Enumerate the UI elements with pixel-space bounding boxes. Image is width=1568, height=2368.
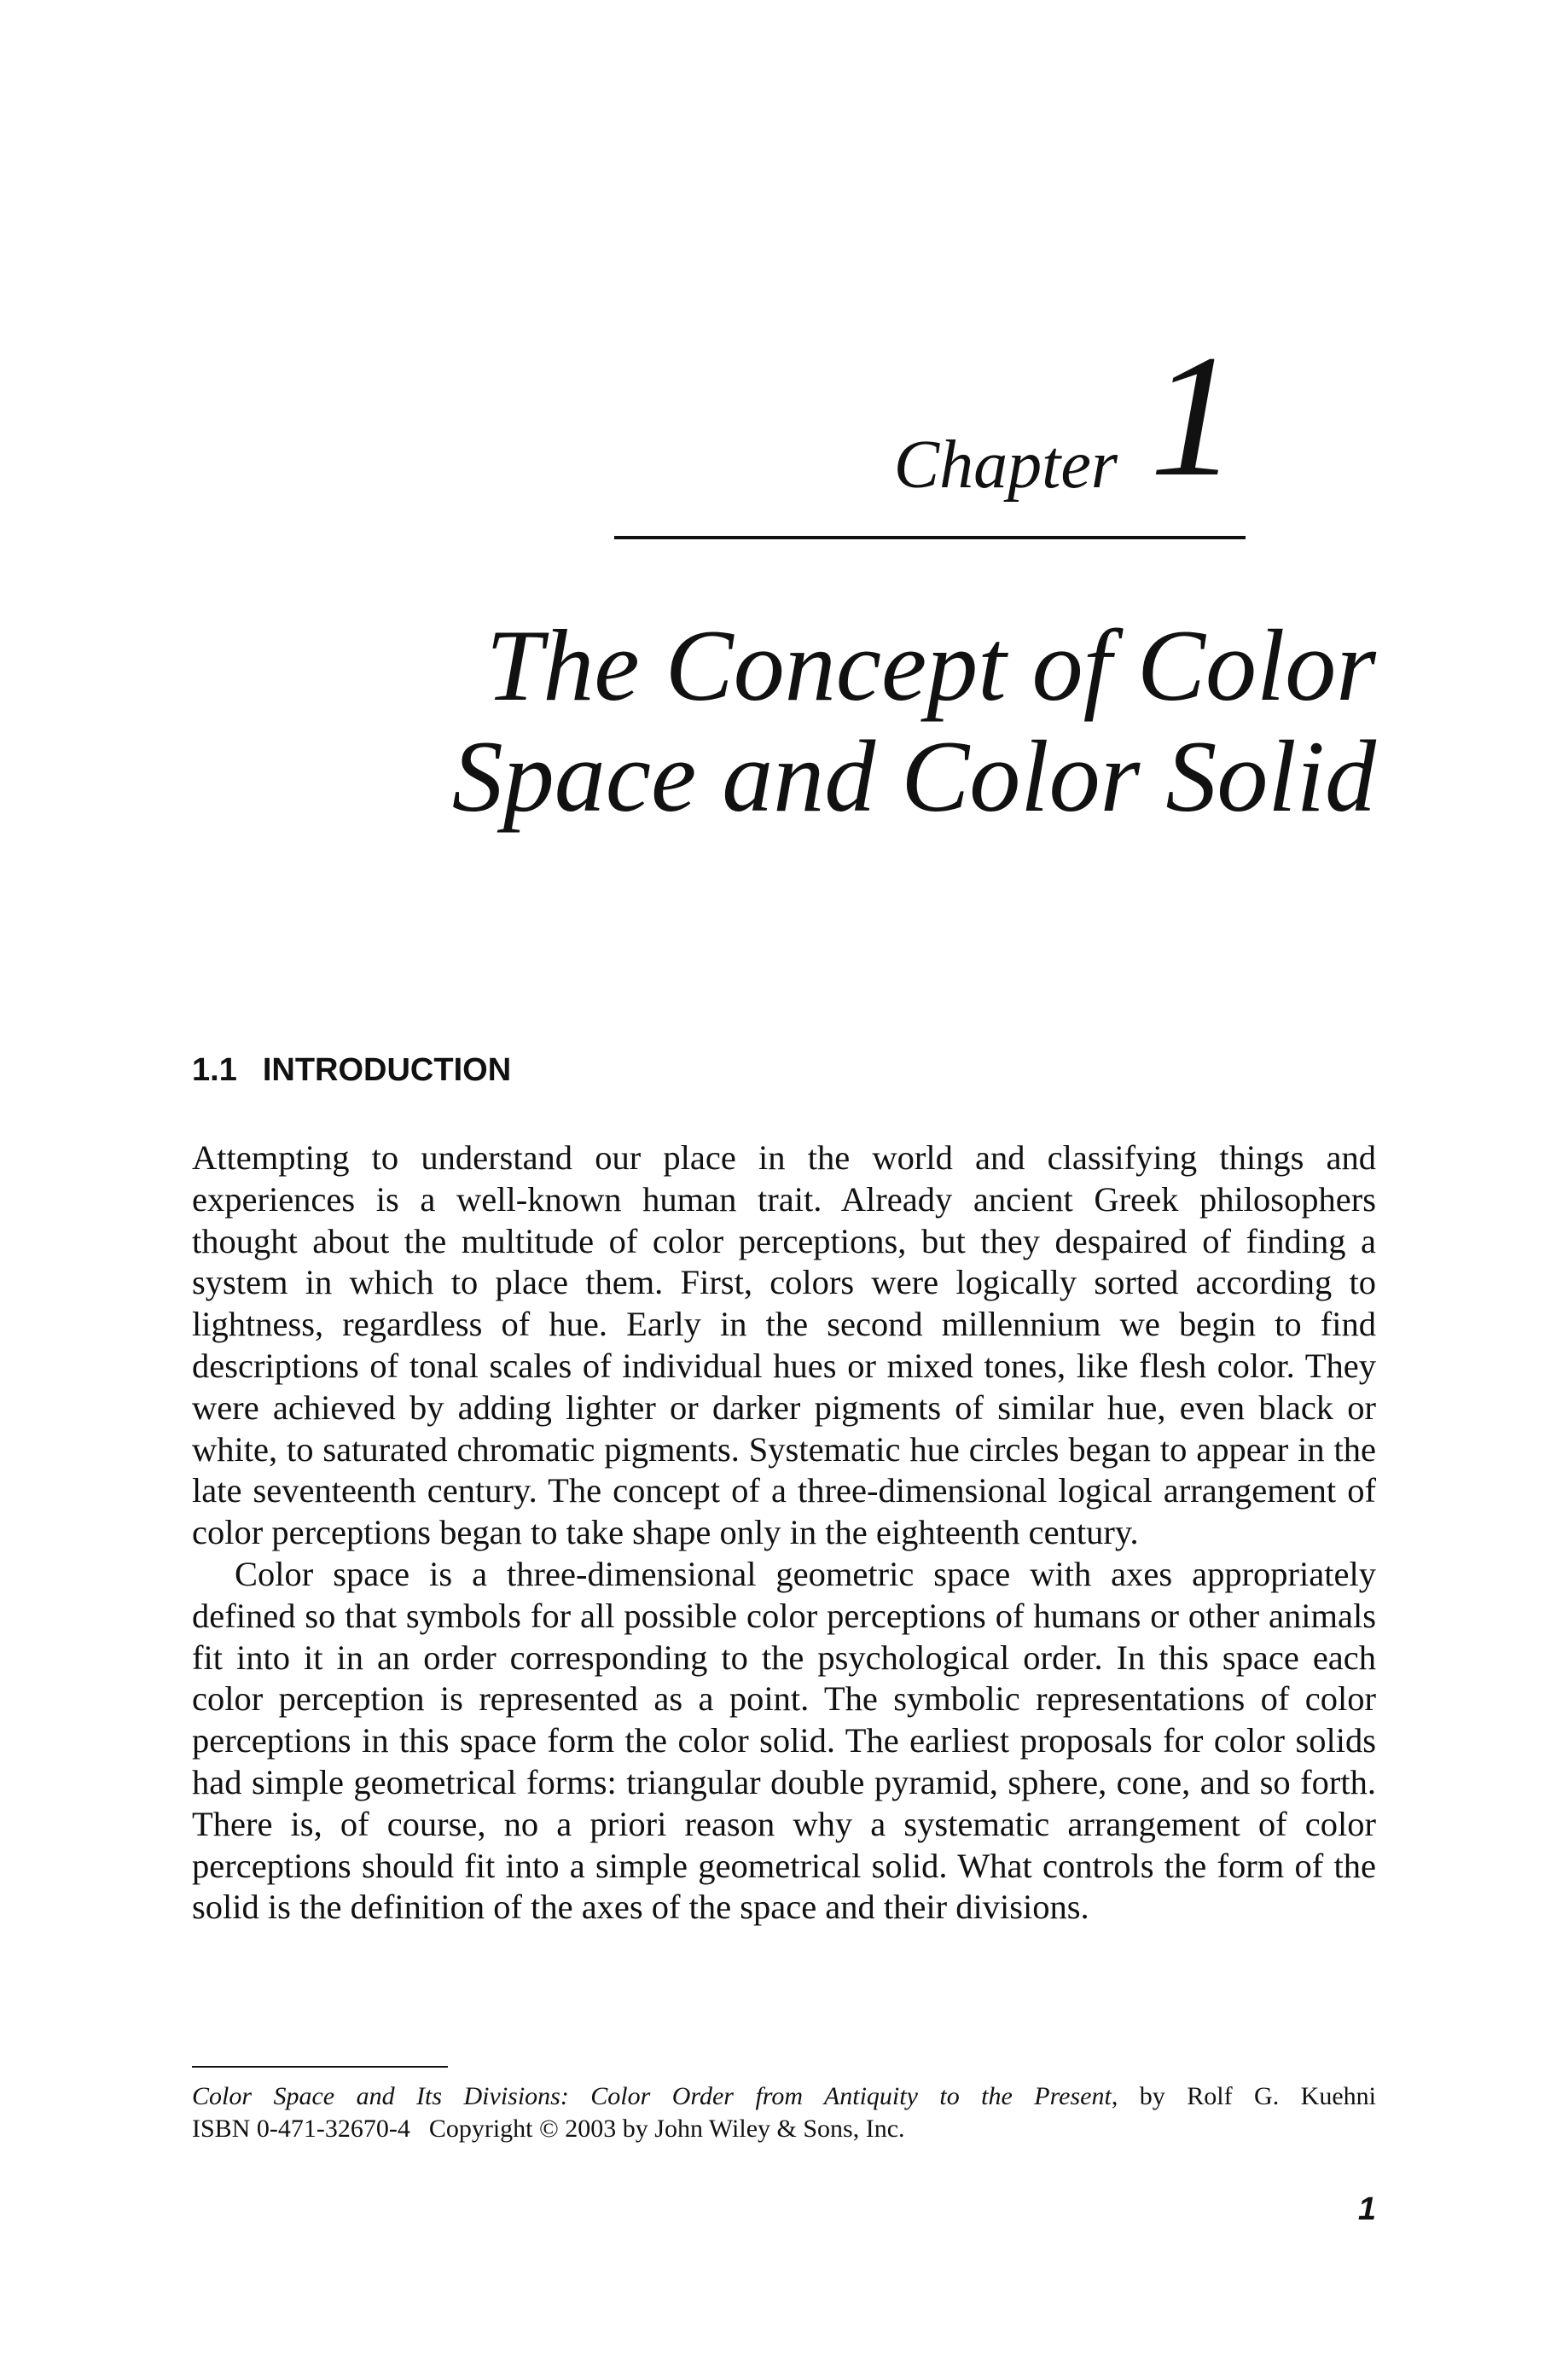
footnote-copyright: Copyright © 2003 by John Wiley & Sons, Inc. [428,2115,905,2143]
footnote-citation [192,2080,1376,2113]
chapter-title-line: The Concept of Color [485,608,1376,722]
footnote-author: , by Rolf G. Kuehni [1111,2082,1376,2110]
section-title: INTRODUCTION [262,1052,512,1088]
footnote-rule [192,2066,448,2068]
paragraph: Color space is a three-dimensional geometric space with axes appropriately defined so that symbols for all possible color perceptions of humans or other animals fit into it in an order corresponding to the psychological order. In this space each color perception is represented as a point. The symbolic representations of color perceptions in this space form the color solid. The earliest proposals for color solids had simple geometrical forms: triangular double pyramid, sphere, cone, and so forth. There is, of course, no a priori reason why a systematic arrangement of color perceptions should fit into a simple geometrical solid. What controls the form of the solid is the definition of the axes of the space and their divisions. [192,1554,1376,1927]
chapter-rule [614,536,1246,539]
footnote-book-title: Color Space and Its Divisions: Color Order from Antiquity to the Present [192,2082,1112,2110]
chapter-title [267,610,1376,832]
footnote [192,2080,1376,2145]
chapter-label: Chapter [893,428,1118,503]
page-number: 1 [1357,2191,1376,2227]
chapter-heading [614,319,1246,542]
paragraph: Attempting to understand our place in the world and classifying things and experiences is a well-known human trait. Already ancient Greek philosophers thought about the multitude of color perceptions, but they despaired of finding a system in which to place them. First, colors were logically sorted according to lightness, regardless of hue. Early in the second millennium we begin to find descriptions of tonal scales of individual hues or mixed tones, like flesh color. They were achieved by adding lighter or darker pigments of similar hue, even black or white, to saturated chromatic pigments. Systematic hue circles began to appear in the late seventeenth century. The concept of a three-dimensional logical arrangement of color perceptions began to take shape only in the eighteenth century. [192,1138,1376,1552]
footnote-isbn: ISBN 0-471-32670-4 [192,2115,410,2143]
chapter-title-line: Space and Color Solid [451,719,1376,833]
body-text [192,1137,1376,1929]
footnote-publication [192,2113,1376,2145]
section-heading [192,1054,511,1086]
chapter-number: 1 [1149,319,1237,513]
section-number: 1.1 [192,1052,237,1088]
